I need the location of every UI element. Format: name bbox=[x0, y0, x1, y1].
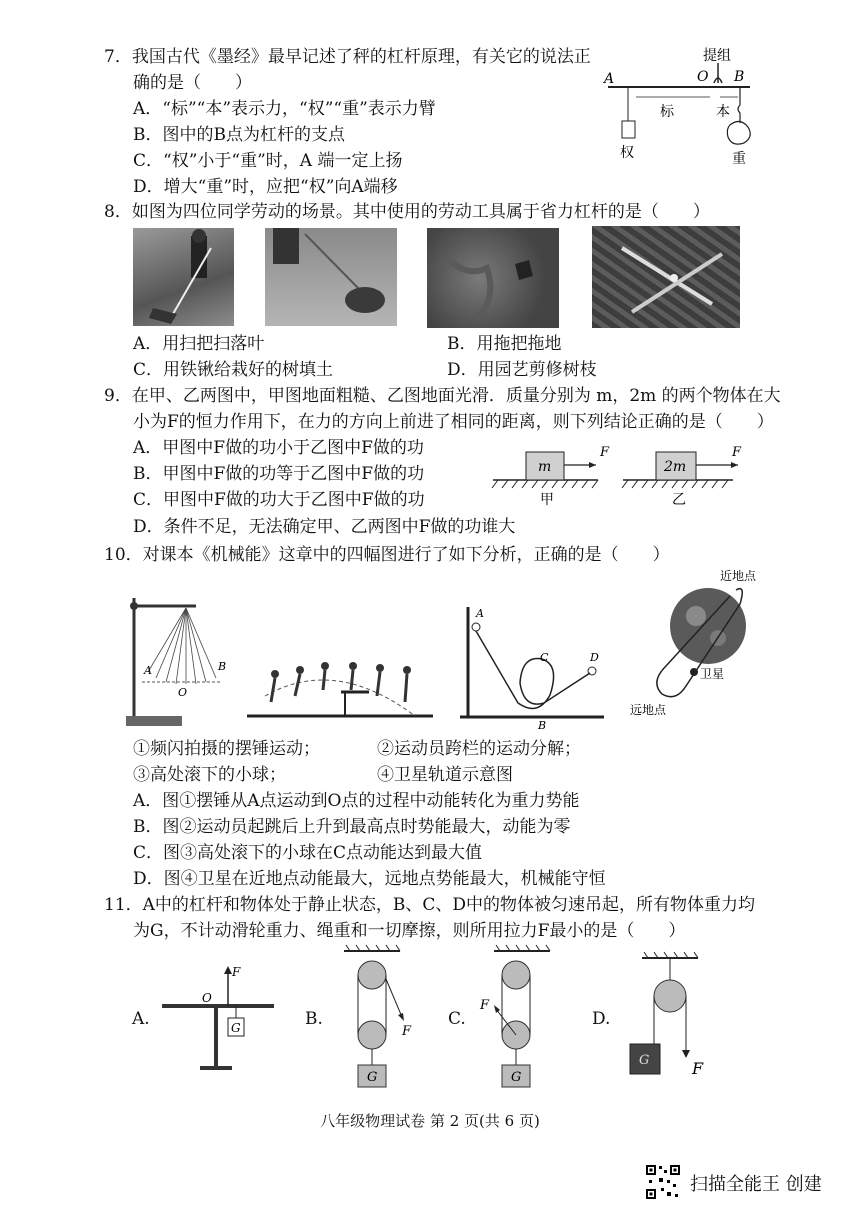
q10-label-b3: B bbox=[538, 719, 547, 732]
q11-a-label-o: O bbox=[202, 991, 212, 1005]
q7-label-b: B bbox=[734, 69, 745, 85]
page-footer: 八年级物理试卷 第 2 页(共 6 页) bbox=[320, 1112, 540, 1130]
q11-stem-line1: 11．A中的杠杆和物体处于静止状态，B、C、D中的物体被匀速吊起，所有物体重力均 bbox=[104, 895, 756, 915]
q10-label-weixing: 卫星 bbox=[700, 667, 725, 681]
q10-option-b: B．图②运动员起跳后上升到最高点时势能最大，动能为零 bbox=[133, 817, 571, 837]
q10-option-c: C．图③高处滚下的小球在C点动能达到最大值 bbox=[133, 843, 483, 863]
qr-code-icon bbox=[645, 1164, 681, 1200]
q11-fig-d-pulley bbox=[620, 952, 720, 1082]
q7-label-zhong: 重 bbox=[732, 151, 746, 167]
q7-stem-line1: 7．我国古代《墨经》最早记述了秤的杠杆原理，有关它的说法正 bbox=[104, 47, 591, 67]
q8-photo-shovel bbox=[427, 228, 559, 328]
q7-option-a: A．“标”“本”表示力，“权”“重”表示力臂 bbox=[133, 99, 436, 119]
q8-option-b: B．用拖把拖地 bbox=[447, 334, 562, 354]
q10-label-a: A bbox=[144, 664, 152, 677]
q9-option-b: B．甲图中F做的功等于乙图中F做的功 bbox=[133, 464, 425, 484]
q10-caption-3: ③高处滚下的小球； bbox=[133, 765, 286, 785]
q11-d-label-g: G bbox=[639, 1053, 650, 1068]
q7-label-o: O bbox=[697, 69, 709, 85]
q10-caption-4: ④卫星轨道示意图 bbox=[377, 765, 513, 785]
q10-caption-2: ②运动员跨栏的运动分解； bbox=[377, 739, 581, 759]
q10-fig1-pendulum bbox=[122, 592, 232, 730]
q10-fig3-rolling-ball bbox=[458, 605, 608, 730]
q11-label-a: A. bbox=[132, 1009, 150, 1029]
q7-label-tizu: 提组 bbox=[703, 48, 731, 64]
q11-c-label-g: G bbox=[511, 1070, 522, 1085]
scanner-brand: 扫描全能王 创建 bbox=[690, 1174, 822, 1195]
q7-label-a: A bbox=[604, 71, 615, 87]
q9-option-a: A．甲图中F做的功小于乙图中F做的功 bbox=[133, 438, 424, 458]
q10-fig2-hurdler bbox=[245, 656, 435, 726]
q7-option-d: D．增大“重”时，应把“权”向A端移 bbox=[133, 177, 398, 197]
q10-fig4-satellite bbox=[626, 568, 776, 718]
q8-photo-pruning-shears bbox=[592, 226, 740, 328]
q7-label-biao: 标 bbox=[660, 104, 674, 120]
q8-option-a: A．用扫把扫落叶 bbox=[133, 334, 265, 354]
q9-label-jia: 甲 bbox=[540, 492, 554, 508]
q10-label-b: B bbox=[218, 660, 227, 673]
q9-label-f1: F bbox=[600, 445, 610, 460]
q9-stem-line1: 9．在甲、乙两图中，甲图地面粗糙、乙图地面光滑．质量分别为 m，2m 的两个物体在大 bbox=[104, 386, 781, 406]
q9-option-d: D．条件不足，无法确定甲、乙两图中F做的功谁大 bbox=[133, 517, 516, 537]
q11-fig-b-pulley bbox=[340, 945, 430, 1090]
q11-d-label-f: F bbox=[692, 1059, 704, 1078]
q9-label-yi: 乙 bbox=[672, 492, 686, 508]
q9-label-2m: 2m bbox=[664, 459, 687, 475]
q8-stem: 8．如图为四位同学劳动的场景。其中使用的劳动工具属于省力杠杆的是（ ） bbox=[104, 202, 710, 222]
q10-caption-1: ①频闪拍摄的摆锤运动； bbox=[133, 739, 320, 759]
q10-label-c: C bbox=[540, 651, 549, 664]
q11-fig-c-pulley bbox=[472, 945, 562, 1090]
q11-a-label-f: F bbox=[232, 965, 241, 979]
q10-label-d: D bbox=[590, 651, 599, 664]
q7-option-b: B．图中的B点为杠杆的支点 bbox=[133, 125, 345, 145]
q11-label-b: B. bbox=[305, 1009, 323, 1029]
q11-stem-line2: 为G，不计动滑轮重力、绳重和一切摩擦，则所用拉力F最小的是（ ） bbox=[133, 921, 686, 941]
q7-stem-line2: 确的是（ ） bbox=[133, 73, 252, 93]
q7-steelyard-figure bbox=[600, 45, 770, 170]
q9-option-c: C．甲图中F做的功大于乙图中F做的功 bbox=[133, 490, 425, 510]
q11-c-label-f: F bbox=[480, 998, 490, 1013]
q10-stem: 10．对课本《机械能》这章中的四幅图进行了如下分析，正确的是（ ） bbox=[104, 545, 670, 565]
q11-label-c: C. bbox=[448, 1009, 466, 1029]
q9-label-m: m bbox=[538, 459, 552, 475]
q8-photo-mop bbox=[265, 228, 397, 326]
q8-option-d: D．用园艺剪修树枝 bbox=[447, 360, 597, 380]
q9-stem-line2: 小为F的恒力作用下，在力的方向上前进了相同的距离，则下列结论正确的是（ ） bbox=[133, 412, 774, 432]
q10-label-yuan: 远地点 bbox=[630, 703, 667, 717]
q7-option-c: C．“权”小于“重”时，A 端一定上扬 bbox=[133, 151, 403, 171]
q10-label-a3: A bbox=[476, 607, 484, 620]
q7-label-quan: 权 bbox=[620, 145, 634, 161]
q11-b-label-g: G bbox=[367, 1070, 378, 1085]
q10-option-d: D．图④卫星在近地点动能最大，远地点势能最大，机械能守恒 bbox=[133, 869, 606, 889]
q7-label-ben: 本 bbox=[716, 104, 730, 120]
q10-label-o: O bbox=[178, 686, 188, 699]
q9-force-figure bbox=[488, 440, 758, 510]
q8-option-c: C．用铁锹给栽好的树填土 bbox=[133, 360, 334, 380]
q11-fig-a-lever bbox=[158, 962, 278, 1074]
q9-label-f2: F bbox=[732, 445, 742, 460]
q11-label-d: D. bbox=[592, 1009, 611, 1029]
q11-a-label-g: G bbox=[231, 1021, 241, 1035]
q10-option-a: A．图①摆锤从A点运动到O点的过程中动能转化为重力势能 bbox=[133, 791, 580, 811]
q8-photo-broom bbox=[133, 228, 234, 326]
q10-label-jin: 近地点 bbox=[720, 569, 757, 583]
q11-b-label-f: F bbox=[402, 1024, 412, 1039]
